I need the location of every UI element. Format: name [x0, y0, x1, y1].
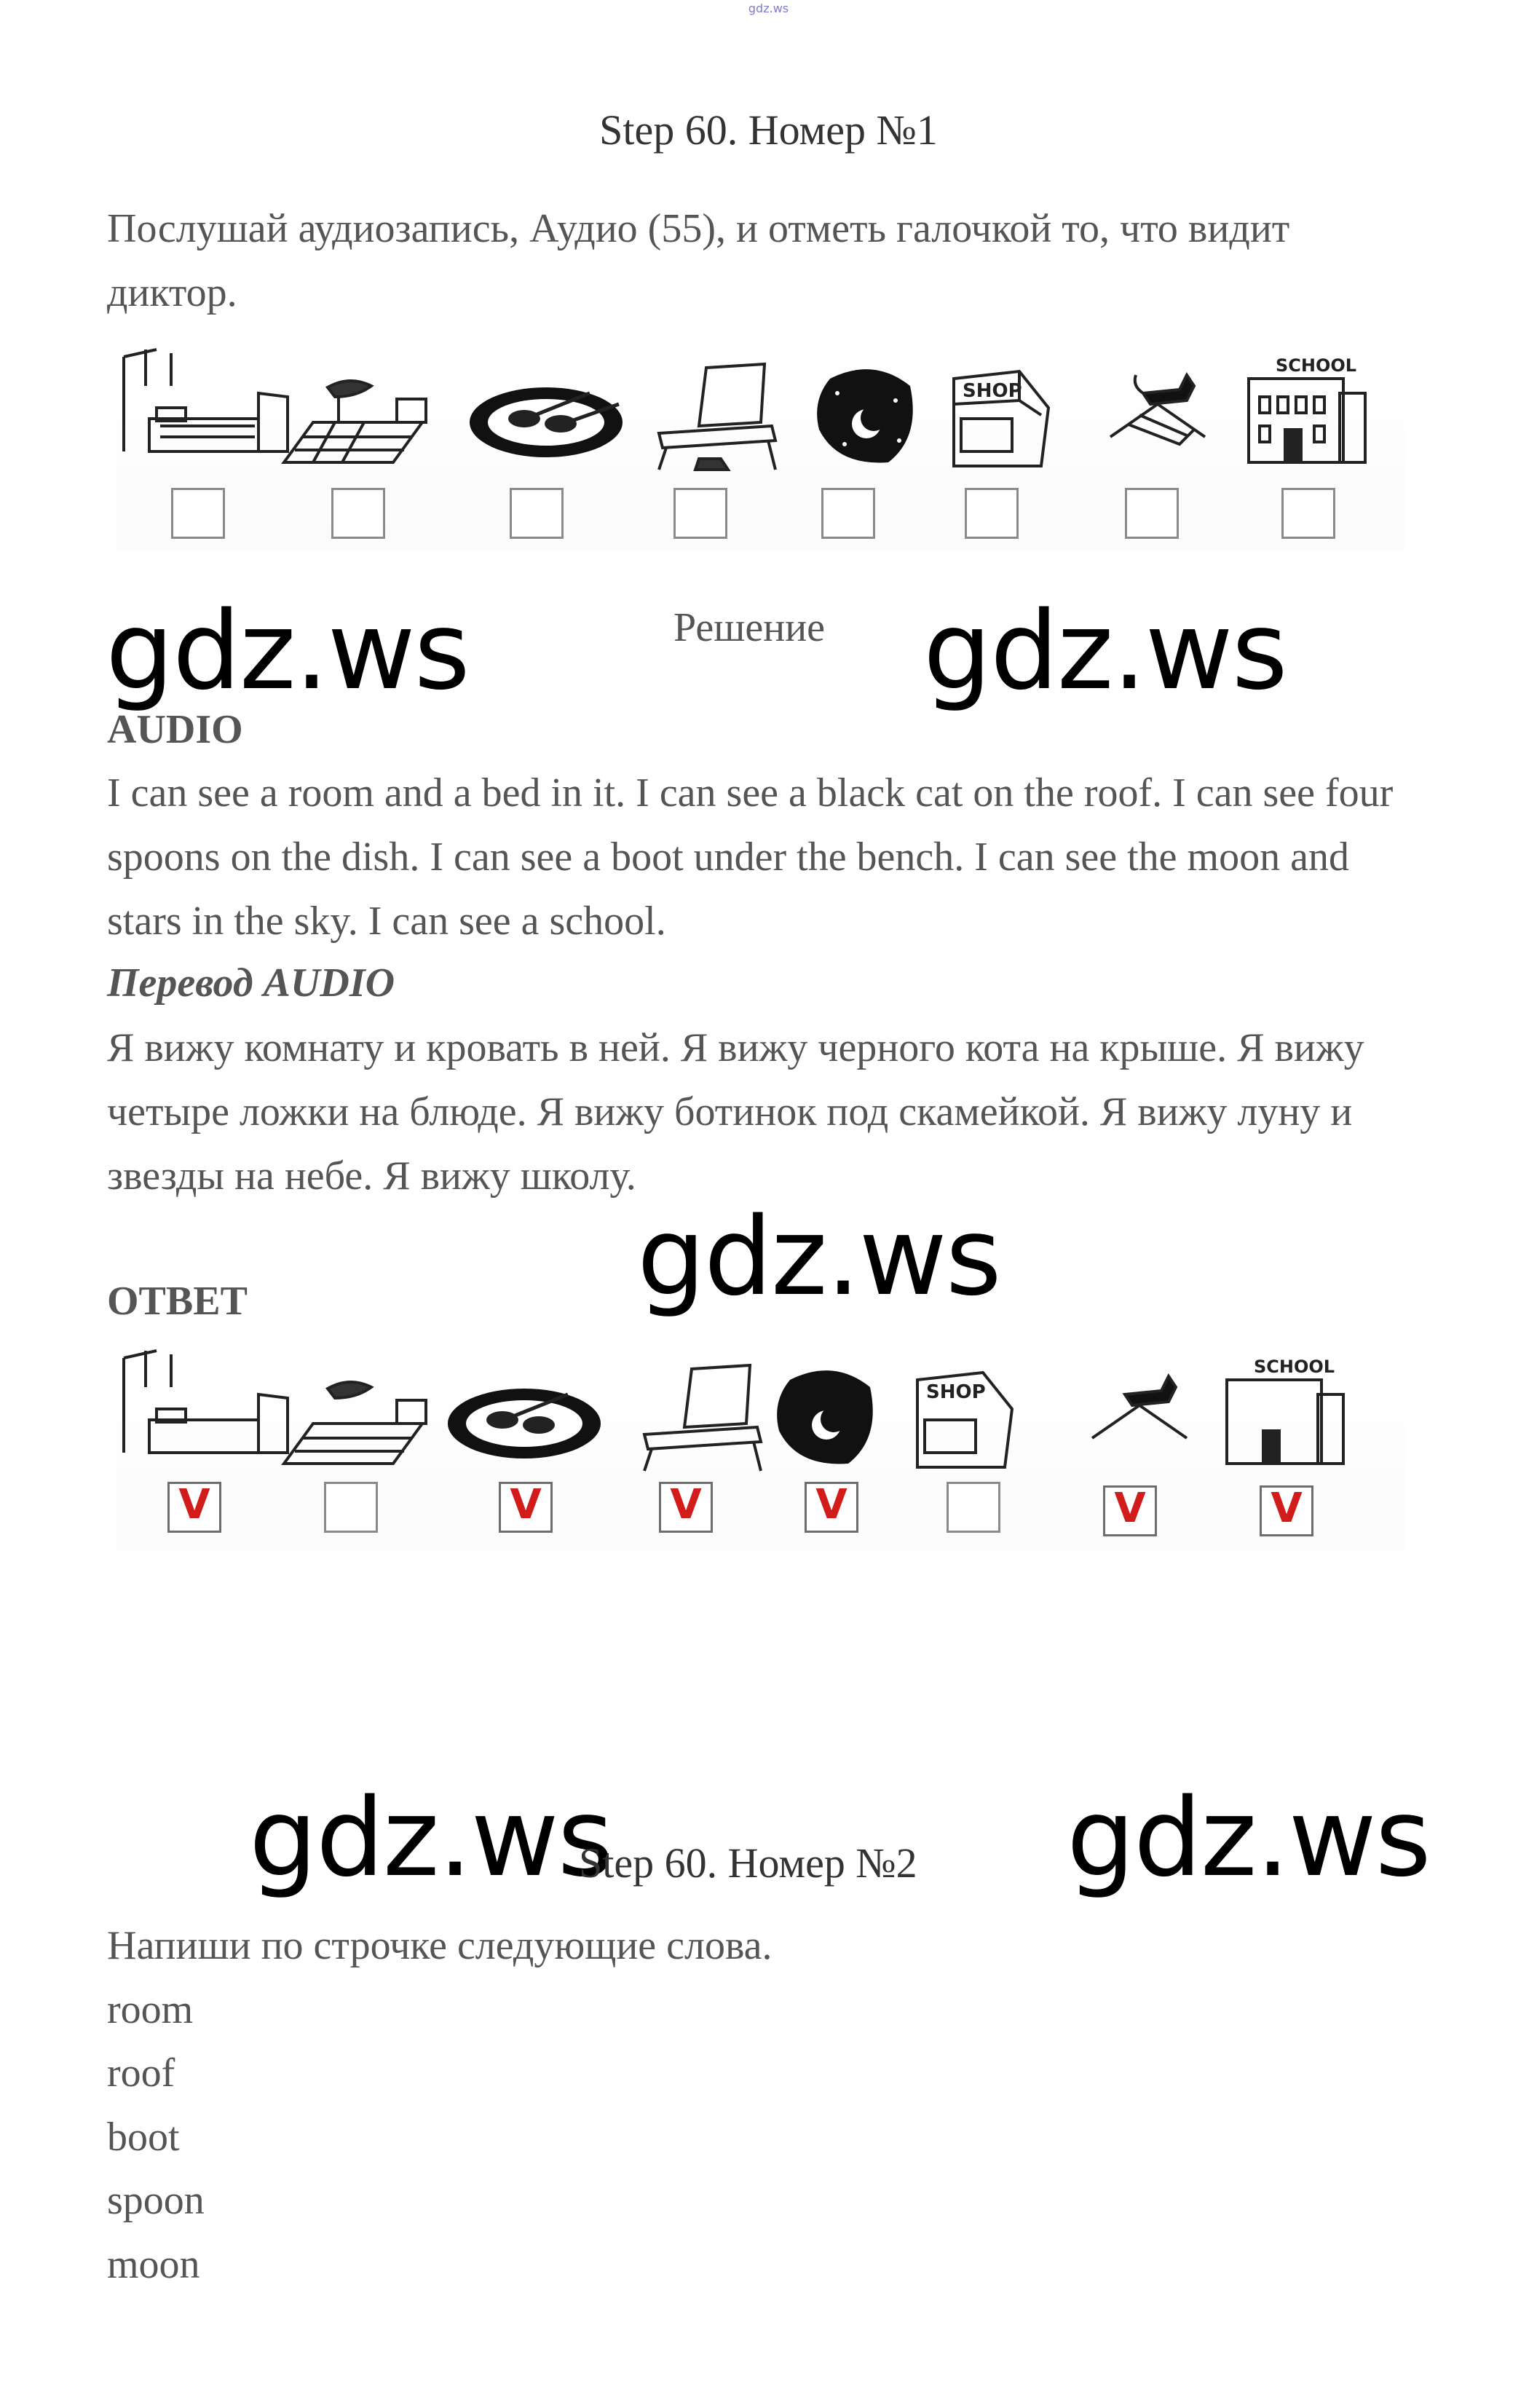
answer-checkbox-bed[interactable]: V — [167, 1482, 221, 1533]
solution-label: Решение — [673, 605, 826, 650]
watermark: gdz.ws — [106, 588, 469, 714]
answer-checkbox-shop[interactable] — [947, 1482, 1000, 1533]
answer-checkbox-moon[interactable]: V — [805, 1482, 858, 1533]
checkbox-bed[interactable] — [171, 488, 225, 539]
pictures-illustration — [116, 342, 1405, 473]
task1-title: Step 60. Номер №1 — [599, 106, 938, 154]
checkbox-moon[interactable] — [821, 488, 875, 539]
shop-label: SHOP — [963, 380, 1022, 402]
school-icon — [1249, 379, 1365, 462]
translation-text: Я вижу комнату и кровать в ней. Я вижу черного кота на крыше. Я вижу четыре ложки на блюде. Я вижу ботинок под скамейкой. Я вижу луну и звезды на небе. Я вижу школу. — [107, 1025, 1364, 1199]
picture-strip-question — [116, 342, 1405, 550]
checkbox-school[interactable] — [1281, 488, 1335, 539]
answer-checkbox-spoons[interactable]: V — [499, 1482, 553, 1533]
task1-instruction: Послушай аудиозапись, Аудио (55), и отметь галочкой то, что видит диктор. — [107, 206, 1290, 315]
spoons-on-dish-icon — [470, 387, 623, 457]
audio-heading: AUDIO — [107, 707, 243, 752]
checkbox-bird[interactable] — [331, 488, 385, 539]
word-item: spoon — [107, 2178, 205, 2223]
answer-checkbox-school[interactable]: V — [1260, 1485, 1313, 1536]
svg-text:SCHOOL: SCHOOL — [1254, 1357, 1335, 1377]
word-item: moon — [107, 2242, 200, 2287]
bed-icon — [124, 350, 288, 451]
audio-text: I can see a room and a bed in it. I can see a black cat on the roof. I can see four spoons on the dish. I can see a boot under the bench. I can see the moon and stars in the sky. I can see a school. — [107, 770, 1394, 944]
moon-and-stars-icon — [817, 369, 913, 462]
answer-checkbox-bench[interactable]: V — [659, 1482, 713, 1533]
answer-checkbox-bird[interactable] — [324, 1482, 378, 1533]
checkbox-shop[interactable] — [965, 488, 1019, 539]
task2-title: Step 60. Номер №2 — [579, 1839, 917, 1887]
pictures-illustration — [116, 1343, 1405, 1475]
word-item: room — [107, 1987, 194, 2032]
watermark: gdz.ws — [637, 1194, 1000, 1319]
word-item: roof — [107, 2050, 175, 2096]
top-source-mark: gdz.ws — [748, 1, 789, 15]
watermark: gdz.ws — [923, 588, 1287, 714]
word-item: boot — [107, 2115, 180, 2160]
svg-text:SHOP: SHOP — [926, 1381, 986, 1403]
checkbox-bench[interactable] — [673, 488, 727, 539]
picture-strip-answer — [116, 1343, 1405, 1551]
watermark: gdz.ws — [1067, 1775, 1430, 1900]
school-label: SCHOOL — [1276, 355, 1357, 376]
task2-instruction: Напиши по строчке следующие слова. — [107, 1923, 773, 1968]
answer-heading: ОТВЕТ — [107, 1279, 248, 1324]
bird-on-roof-icon — [284, 381, 426, 462]
cat-on-roof-icon — [1110, 375, 1205, 444]
answer-checkbox-cat[interactable]: V — [1103, 1485, 1157, 1536]
translation-heading: Перевод AUDIO — [107, 960, 395, 1006]
checkbox-spoons[interactable] — [510, 488, 564, 539]
checkbox-cat[interactable] — [1125, 488, 1179, 539]
watermark: gdz.ws — [249, 1775, 612, 1900]
bench-with-boot-icon — [659, 364, 775, 470]
